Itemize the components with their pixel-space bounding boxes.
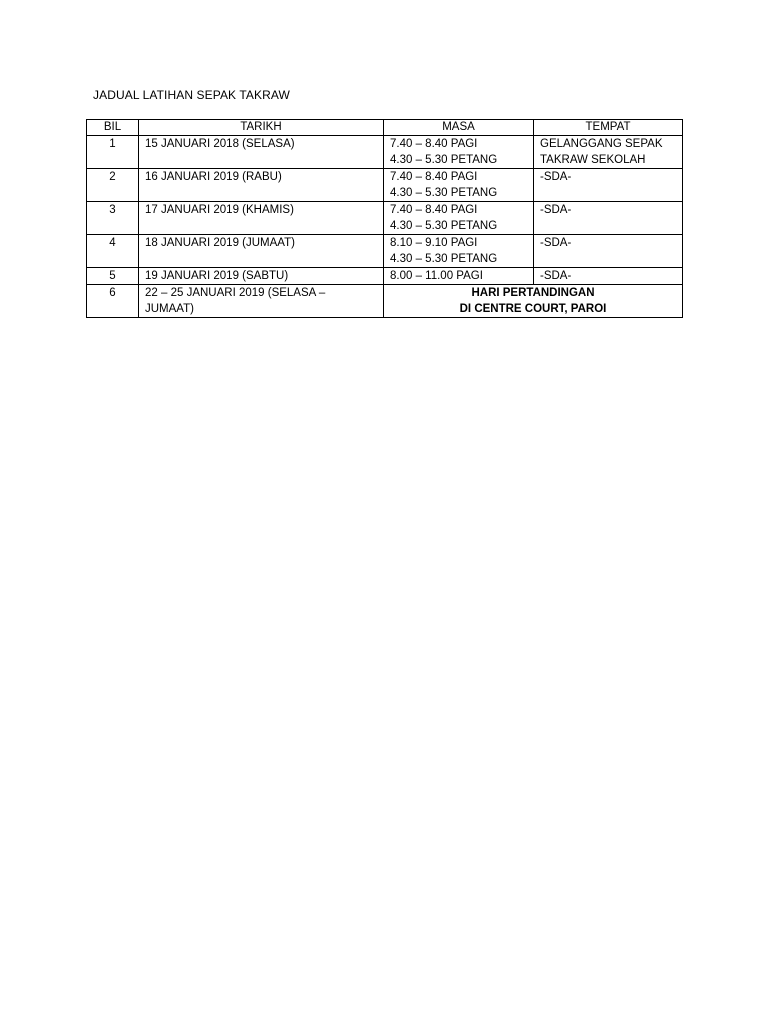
table-row (87, 285, 683, 318)
masa-line: 7.40 – 8.40 PAGI (390, 204, 478, 216)
document-title: JADUAL LATIHAN SEPAK TAKRAW (93, 88, 290, 102)
table-row (87, 268, 683, 285)
tempat-line: -SDA- (540, 171, 572, 183)
header-bil: BIL (87, 120, 139, 136)
cell-tempat (534, 202, 683, 235)
cell-tarikh: 17 JANUARI 2019 (KHAMIS) (139, 202, 384, 235)
cell-tempat (534, 136, 683, 169)
table-header-row (87, 120, 683, 136)
tempat-line: GELANGGANG SEPAK (540, 138, 663, 150)
tempat-line: -SDA- (540, 237, 572, 249)
table-row (87, 136, 683, 169)
cell-tarikh (139, 285, 384, 318)
tempat-line: -SDA- (540, 204, 572, 216)
cell-masa (384, 136, 534, 169)
event-line: HARI PERTANDINGAN (471, 287, 595, 299)
table-row (87, 202, 683, 235)
cell-masa (384, 268, 534, 285)
header-masa: MASA (384, 120, 534, 136)
masa-line: 4.30 – 5.30 PETANG (390, 220, 498, 232)
cell-bil: 4 (87, 235, 139, 268)
training-schedule-table (86, 119, 683, 318)
table-row (87, 235, 683, 268)
cell-tarikh: 18 JANUARI 2019 (JUMAAT) (139, 235, 384, 268)
masa-line: 8.00 – 11.00 PAGI (390, 270, 483, 282)
masa-line: 7.40 – 8.40 PAGI (390, 171, 478, 183)
tempat-line: TAKRAW SEKOLAH (540, 154, 646, 166)
cell-bil: 6 (87, 285, 139, 318)
cell-tarikh: 16 JANUARI 2019 (RABU) (139, 169, 384, 202)
masa-line: 7.40 – 8.40 PAGI (390, 138, 478, 150)
cell-bil: 1 (87, 136, 139, 169)
cell-tempat (534, 235, 683, 268)
cell-tempat (534, 169, 683, 202)
table-row (87, 169, 683, 202)
cell-masa (384, 169, 534, 202)
cell-masa (384, 235, 534, 268)
masa-line: 8.10 – 9.10 PAGI (390, 237, 478, 249)
cell-tarikh: 19 JANUARI 2019 (SABTU) (139, 268, 384, 285)
masa-line: 4.30 – 5.30 PETANG (390, 187, 498, 199)
cell-bil: 2 (87, 169, 139, 202)
cell-tarikh: 15 JANUARI 2018 (SELASA) (139, 136, 384, 169)
masa-line: 4.30 – 5.30 PETANG (390, 154, 498, 166)
cell-masa (384, 202, 534, 235)
masa-line: 4.30 – 5.30 PETANG (390, 253, 498, 265)
header-tempat: TEMPAT (534, 120, 683, 136)
cell-tempat (534, 268, 683, 285)
cell-event (384, 285, 683, 318)
event-line: DI CENTRE COURT, PAROI (459, 303, 607, 315)
cell-bil: 5 (87, 268, 139, 285)
header-tarikh: TARIKH (139, 120, 384, 136)
tempat-line: -SDA- (540, 270, 572, 282)
tarikh-text: 22 – 25 JANUARI 2019 (SELASA – JUMAAT) (145, 287, 326, 315)
cell-bil: 3 (87, 202, 139, 235)
